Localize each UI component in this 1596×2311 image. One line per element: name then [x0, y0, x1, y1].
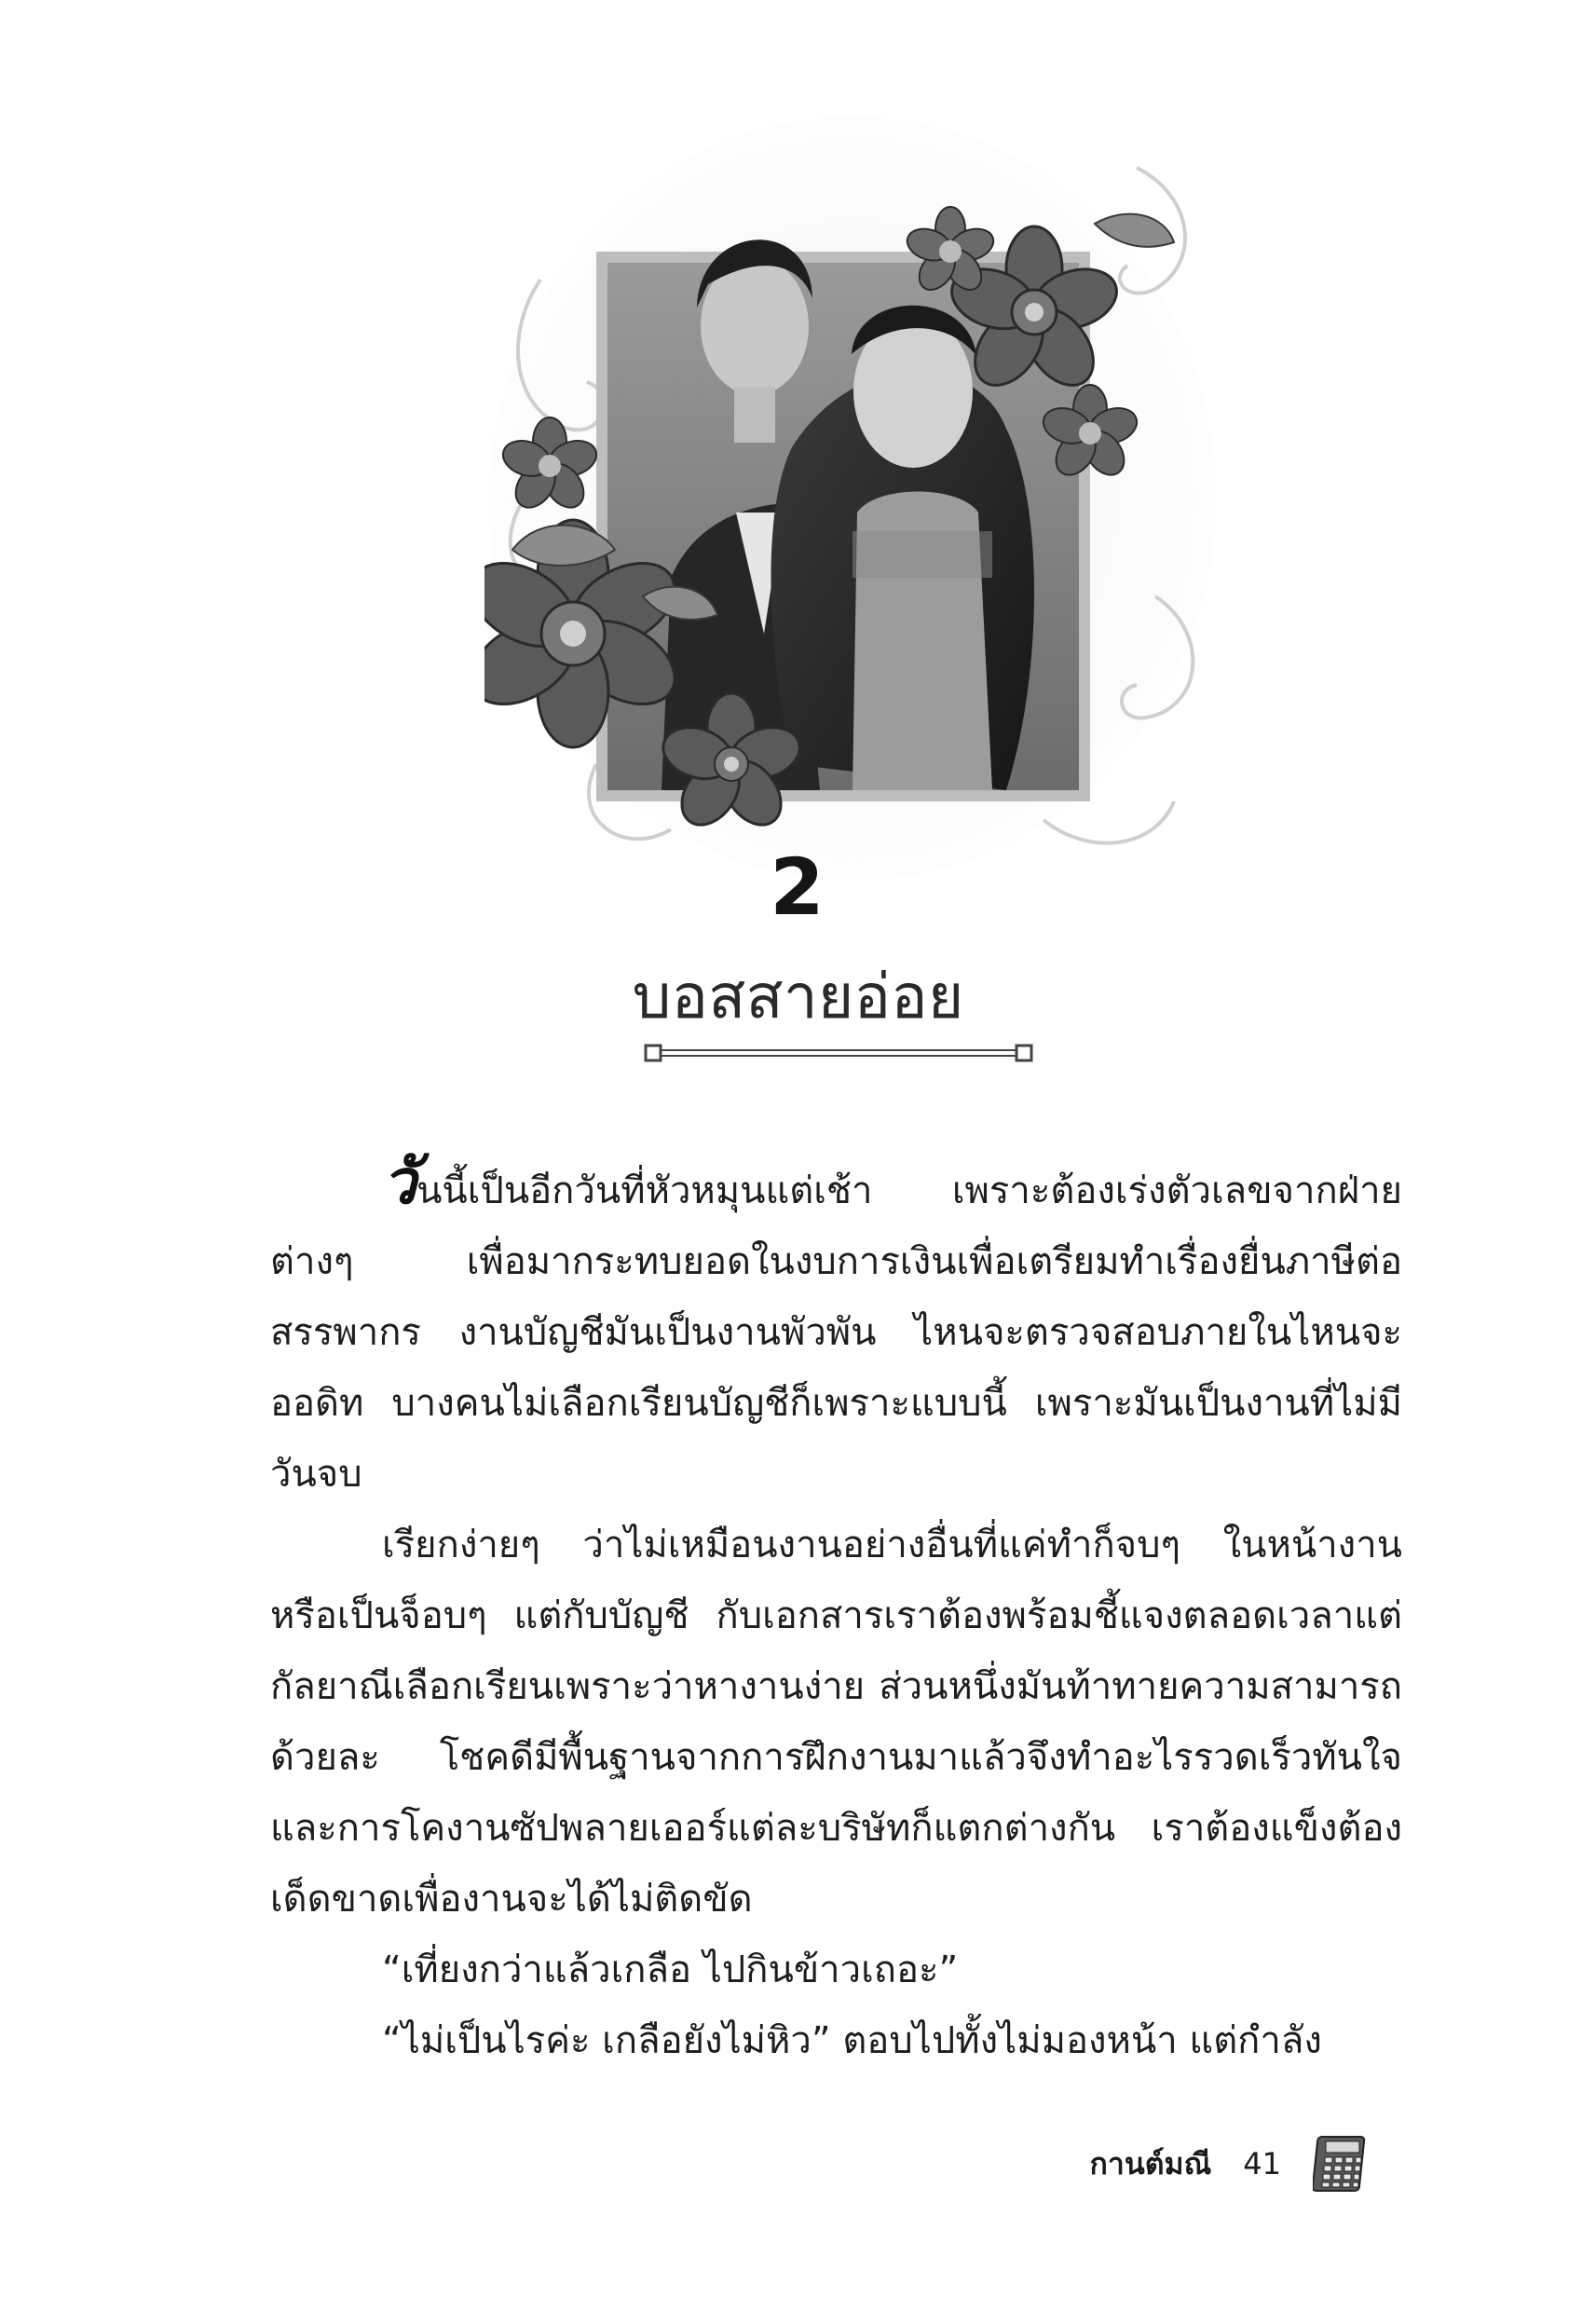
chapter-illustration — [484, 112, 1221, 885]
title-ornament — [643, 1042, 1034, 1066]
paragraph: “เที่ยงกว่าแล้วเกลือ ไปกินข้าวเถอะ” — [382, 1949, 959, 1991]
paragraph — [270, 1145, 1402, 1510]
chapter-title: บอสสายอ่อย — [632, 961, 964, 1032]
page-number: 41 — [1243, 2146, 1281, 2181]
footer-author: กานต์มณี — [1089, 2145, 1212, 2181]
paragraph: เรียกง่ายๆ ว่าไม่เหมือนงานอย่างอื่นที่แค่ทำก็จบๆ ในหน้างานหรือเป็นจ็อบๆ แต่กับบัญชี กับเอกสารเราต้องพร้อมชี้แจงตลอดเวลาแต่กัลยาณีเลือกเรียนเพราะว่าหางานง่าย ส่วนหนึ่งมันท้าทายความสามารถด้วยละ โชคดีมีพื้นฐานจากการฝึกงานมาแล้วจึงทำอะไรรวดเร็วทันใจและการโคงานซัปพลายเออร์แต่ละบริษัทก็แตกต่างกัน เราต้องแข็งต้องเด็ดขาดเพื่องานจะได้ไม่ติดขัด — [270, 1524, 1402, 1921]
calculator-icon — [1313, 2133, 1372, 2195]
drop-cap: วั — [382, 1145, 417, 1218]
paragraph: “ไม่เป็นไรค่ะ เกลือยังไม่หิว” ตอบไปทั้งไม่มองหน้า แต่กำลัง — [382, 2019, 1322, 2062]
chapter-number: 2 — [770, 841, 826, 933]
chapter-body — [270, 1145, 1402, 2076]
page-footer — [1090, 2136, 1373, 2192]
paragraph-text: นนี้เป็นอีกวันที่หัวหมุนแต่เช้า เพราะต้องเร่งตัวเลขจากฝ่ายต่างๆ เพื่อมากระทบยอดในงบการเงินเพื่อเตรียมทำเรื่องยื่นภาษีต่อสรรพากร งานบัญชีมันเป็นงานพัวพัน ไหนจะตรวจสอบภายในไหนจะออดิท บางคนไม่เลือกเรียนบัญชีก็เพราะแบบนี้ เพราะมันเป็นงานที่ไม่มีวันจบ — [270, 1169, 1402, 1496]
